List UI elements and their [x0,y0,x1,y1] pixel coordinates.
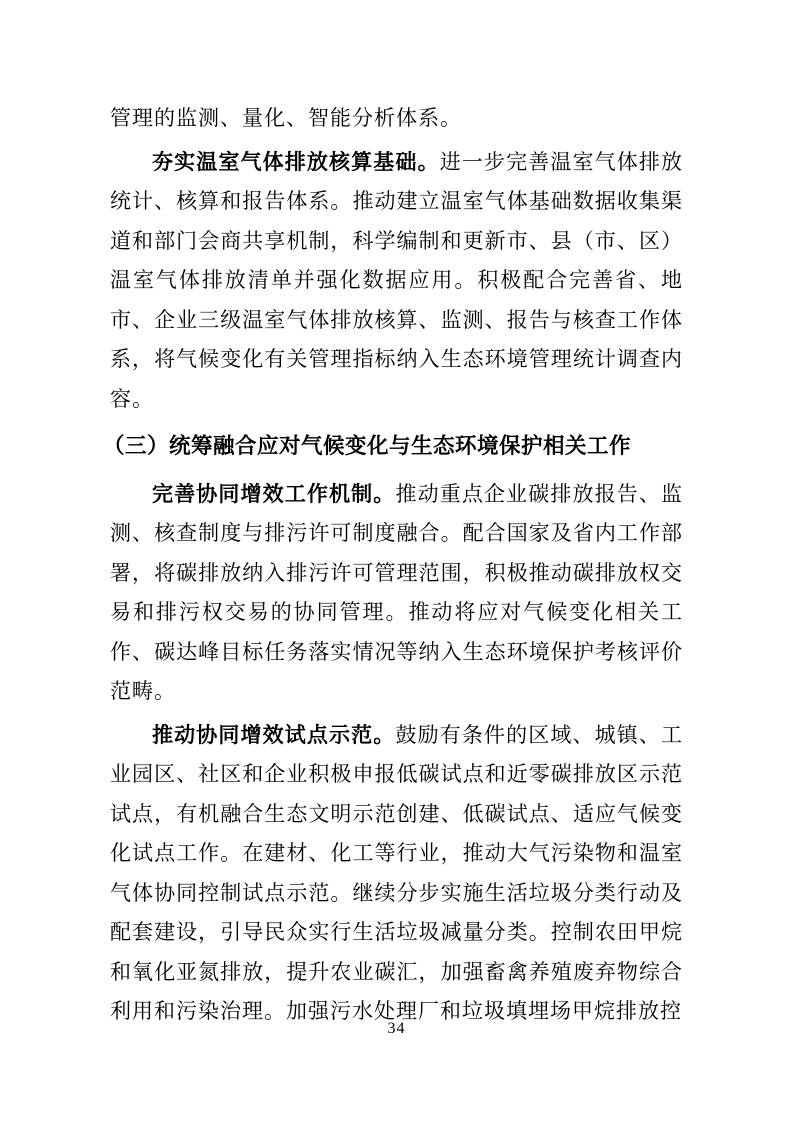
paragraph-text: 进一步完善温室气体排放统计、核算和报告体系。推动建立温室气体基础数据收集渠道和部门会商共享机制，科学编制和更新市、县（市、区）温室气体排放清单并强化数据应用。积极配合完善省、地市、企业三级温室气体排放核算、监测、报告与核查工作体系，将气候变化有关管理指标纳入生态环境管理统计调查内容。 [110,149,684,411]
page-number: 34 [387,1020,406,1037]
paragraph-text: 鼓励有条件的区域、城镇、工业园区、社区和企业积极申报低碳试点和近零碳排放区示范试点，有机融合生态文明示范创建、低碳试点、适应气候变化试点工作。在建材、化工等行业，推动大气污染物和温室气体协同控制试点示范。继续分步实施生活垃圾分类行动及配套建设，引导民众实行生活垃圾减量分类。控制农田甲烷和氧化亚氮排放，提升农业碳汇，加强畜禽养殖废弃物综合利用和污染治理。加强污水处理厂和垃圾填埋场甲烷排放控 [110,722,684,1023]
paragraph [110,475,683,712]
paragraph-lead: 推动协同增效试点示范。 [152,722,396,747]
document-content [103,95,684,1036]
paragraph [110,143,683,420]
paragraph-lead: 夯实温室气体排放核算基础。 [152,149,440,174]
paragraph-text: 推动重点企业碳排放报告、监测、核查制度与排污许可制度融合。配合国家及省内工作部署，将碳排放纳入排污许可管理范围，积极推动碳排放权交易和排污权交易的协同管理。推动将应对气候变化相关工作、碳达峰目标任务落实情况等纳入生态环境保护考核评价范畴。 [110,481,684,703]
paragraph-lead: 完善协同增效工作机制。 [152,481,396,506]
paragraph-continuation [110,99,683,139]
section-heading: （三）统筹融合应对气候变化与生态环境保护相关工作 [103,434,632,458]
page-footer [0,1020,793,1038]
paragraph-text: 管理的监测、量化、智能分析体系。 [110,106,462,130]
paragraph [110,716,683,1032]
